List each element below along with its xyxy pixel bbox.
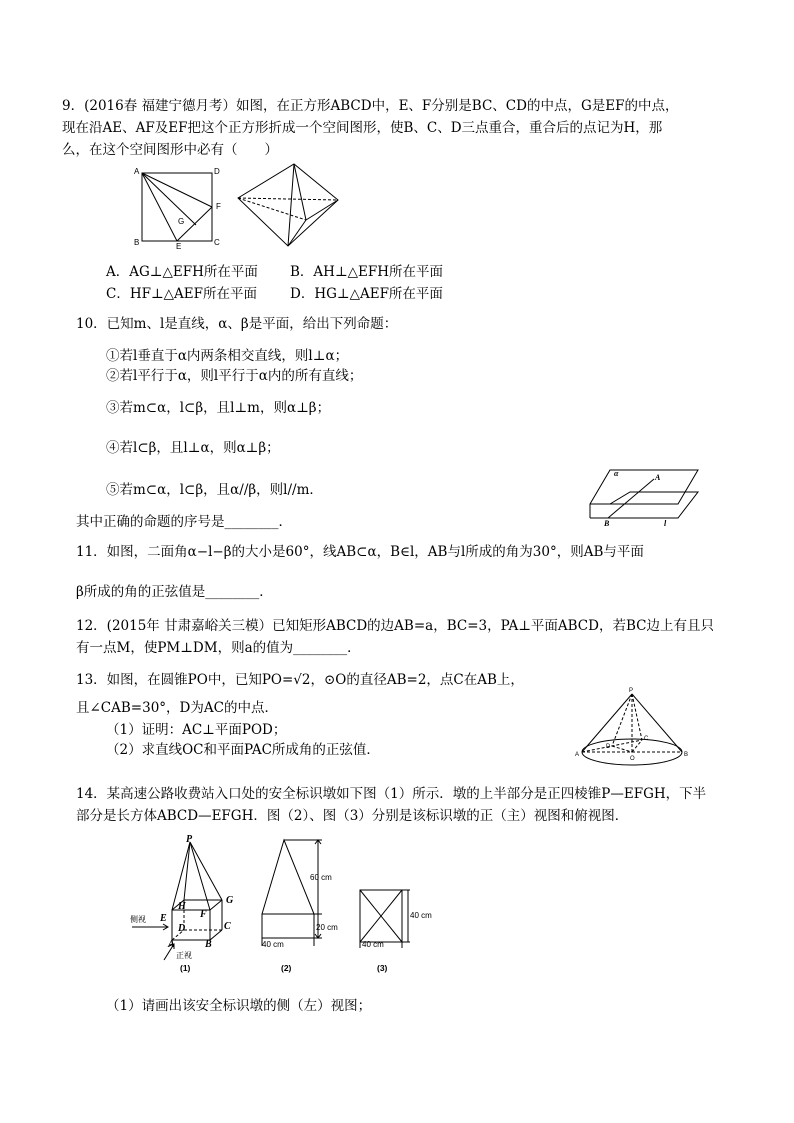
q10-label-l: l: [664, 519, 667, 528]
q12-line1: 12．(2015年 甘肃嘉峪关三模）已知矩形ABCD的边AB=a，BC=3，PA⊥平面ABCD，若BC边上有且只: [76, 618, 714, 634]
q10-prop3: ③若m⊂α，l⊂β，且l⊥m，则α⊥β；: [106, 400, 331, 416]
q9-label-B: B: [134, 238, 140, 247]
q14-fig1-label-B: B: [205, 939, 212, 950]
q10-stem: 10．已知m、l是直线，α、β是平面，给出下列命题：: [76, 316, 398, 332]
q14-line1: 14．某高速公路收费站入口处的安全标识墩如下图（1）所示．墩的上半部分是正四棱锥P—EFGH，下半: [76, 786, 707, 802]
q13-label-A: A: [575, 752, 580, 758]
q9-label-A: A: [134, 167, 140, 176]
q10-prop5: ⑤若m⊂α，l⊂β，且α//β，则l//m．: [106, 482, 323, 498]
q9-label-F: F: [216, 202, 221, 211]
q9-line2: 现在沿AE、AF及EF把这个正方形折成一个空间图形，使B、C、D三点重合，重合后的点记为H，那: [62, 120, 663, 136]
q9-option-a: A．AG⊥△EFH所在平面: [106, 264, 258, 280]
q12-line2: 有一点M，使PM⊥DM，则a的值为________．: [76, 640, 361, 656]
q13-line2: 且∠CAB=30°，D为AC的中点．: [76, 700, 278, 716]
q9-label-G: G: [178, 217, 185, 226]
q10-question: 其中正确的命题的序号是________．: [76, 514, 292, 530]
q9-square-figure: [130, 165, 240, 250]
q14-fig1-side-view-label: 侧视: [130, 915, 146, 924]
q14-fig3-caption: (3): [377, 963, 388, 973]
q9-label-C: C: [214, 238, 220, 247]
q9-label-E: E: [176, 242, 182, 251]
q10-prop2: ②若l平行于α，则l平行于α内的所有直线；: [106, 368, 363, 384]
q13-label-P: P: [629, 688, 634, 694]
q9-option-c: C．HF⊥△AEF所在平面: [106, 286, 258, 302]
q13-label-O: O: [630, 756, 635, 762]
q14-fig2-width-40: 40 cm: [262, 940, 284, 949]
q14-fig1-label-H: H: [178, 901, 186, 912]
q13-label-C: C: [644, 736, 649, 742]
q11-line1: 11．如图，二面角α−l−β的大小是60°，线AB⊂α，B∈l，AB与l所成的角为30°，则AB与平面: [76, 544, 644, 560]
q14-line2: 部分是长方体ABCD—EFGH．图（2）、图（3）分别是该标识墩的正（主）视图和俯视图．: [76, 808, 629, 824]
q14-fig1-label-F: F: [200, 909, 207, 920]
q14-fig1-front-view-label: 正视: [176, 951, 192, 960]
q14-fig1-caption: (1): [180, 963, 191, 973]
q14-fig2-height-60: 60 cm: [310, 873, 332, 882]
q13-sub2: （2）求直线OC和平面PAC所成角的正弦值．: [106, 742, 380, 758]
q14-fig1-label-G: G: [226, 895, 234, 906]
q10-dihedral-figure: [586, 466, 698, 524]
q9-option-b: B．AH⊥△EFH所在平面: [290, 264, 444, 280]
q9-label-D: D: [214, 167, 220, 176]
q10-label-A: A: [655, 473, 661, 482]
q9-folded-figure: [234, 160, 344, 250]
q13-label-D: D: [606, 744, 611, 750]
q9-option-d: D．HG⊥△AEF所在平面: [290, 286, 443, 302]
q14-fig3-width-40: 40 cm: [362, 940, 384, 949]
q10-prop1: ①若l垂直于α内两条相交直线，则l⊥α；: [106, 348, 349, 364]
q13-sub1: （1）证明：AC⊥平面POD；: [106, 722, 287, 738]
q10-prop4: ④若l⊂β，且l⊥α，则α⊥β；: [106, 440, 280, 456]
q10-label-B: B: [604, 519, 610, 528]
q13-label-B: B: [684, 752, 689, 758]
q9-line1: 9．(2016春 福建宁德月考）如图，在正方形ABCD中，E、F分别是BC、CD的中点，G是EF的中点，: [62, 98, 679, 114]
q14-solid-figure: [128, 838, 240, 958]
q14-fig1-label-D: D: [178, 923, 186, 934]
q9-line3: 么，在这个空间图形中必有（ ）: [62, 142, 278, 158]
q14-fig1-label-A: A: [168, 939, 175, 950]
q14-fig2-caption: (2): [281, 963, 292, 973]
q14-fig3-height-40: 40 cm: [410, 911, 432, 920]
q10-label-alpha: α: [614, 469, 619, 478]
q14-fig1-label-P: P: [186, 834, 193, 845]
q14-fig2-height-20: 20 cm: [316, 923, 338, 932]
q14-sub1: （1）请画出该安全标识墩的侧（左）视图；: [106, 998, 372, 1014]
q11-line2: β所成的角的正弦值是________．: [76, 584, 273, 600]
q13-line1: 13．如图，在圆锥PO中，已知PO=√2，⊙O的直径AB=2，点C在AB上，: [76, 672, 524, 688]
q14-fig1-label-C: C: [224, 921, 231, 932]
q14-fig1-label-E: E: [160, 913, 167, 924]
